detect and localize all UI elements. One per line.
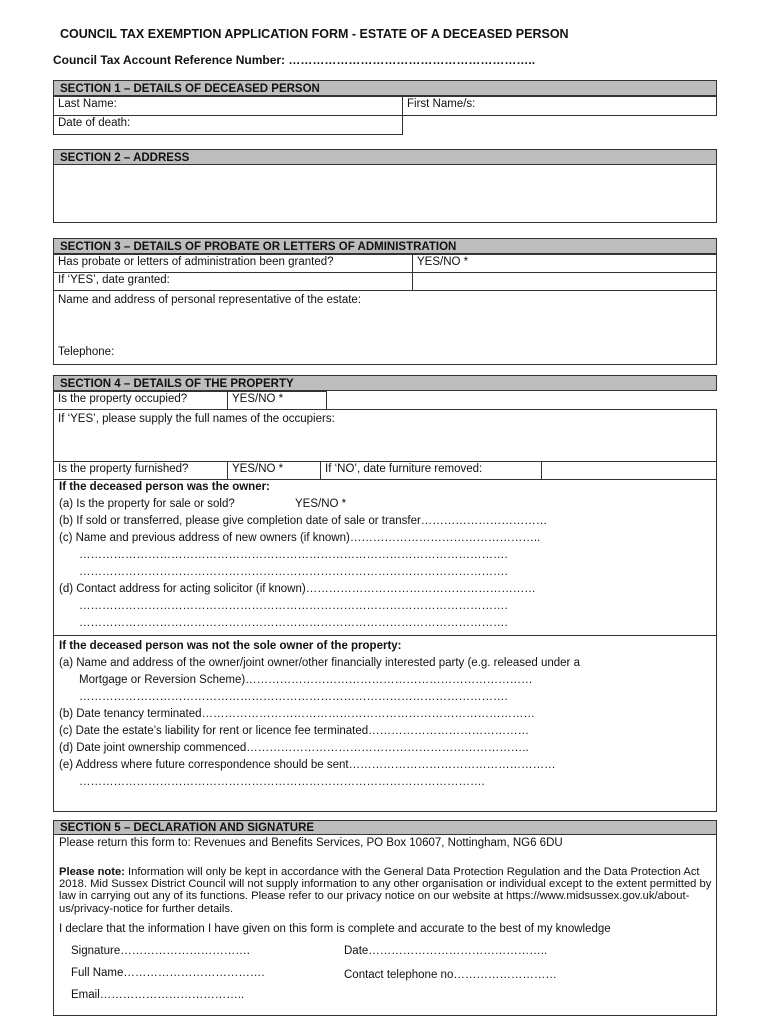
owner-c-line-2[interactable]: …………………………………………………………………………………………………. <box>79 566 508 578</box>
personal-representative-box[interactable] <box>53 290 717 365</box>
furniture-removed-label: If ‘NO’, date furniture removed: <box>320 461 542 480</box>
occupied-yes-no[interactable]: YES/NO * <box>227 391 327 410</box>
owner-c-line-1[interactable]: …………………………………………………………………………………………………. <box>79 549 508 561</box>
notowner-a-line-2[interactable]: Mortgage or Reversion Scheme)………………………………………………………………… <box>79 674 533 686</box>
return-address: Please return this form to: Revenues and Benefits Services, PO Box 10607, Nottingham, NG6 6DU <box>59 837 563 849</box>
notowner-c-field[interactable]: (c) Date the estate’s liability for rent or licence fee terminated…………………………………… <box>59 725 530 737</box>
occupiers-box[interactable] <box>53 409 717 462</box>
date-field[interactable]: Date……………………………………….. <box>344 945 548 957</box>
personal-representative-label: Name and address of personal representative of the estate: <box>58 294 362 306</box>
furnished-question: Is the property furnished? <box>53 461 228 480</box>
privacy-note-label: Please note: <box>59 866 125 878</box>
last-name-field[interactable]: Last Name: <box>53 96 403 116</box>
owner-b-field[interactable]: (b) If sold or transferred, please give completion date of sale or transfer…………………………… <box>59 515 548 527</box>
privacy-note <box>59 866 719 915</box>
notowner-a-line-3[interactable]: …………………………………………………………………………………………………. <box>79 691 508 703</box>
owner-a-question: (a) Is the property for sale or sold? <box>59 498 235 510</box>
date-of-death-field[interactable]: Date of death: <box>53 115 403 135</box>
section4-header: SECTION 4 – DETAILS OF THE PROPERTY <box>53 375 717 391</box>
owner-d-line-1[interactable]: …………………………………………………………………………………………………. <box>79 600 508 612</box>
probate-question: Has probate or letters of administration been granted? <box>53 254 413 273</box>
furniture-removed-date[interactable] <box>541 461 717 480</box>
date-granted-value[interactable] <box>412 272 717 291</box>
notowner-b-field[interactable]: (b) Date tenancy terminated…………………………………………………………………………… <box>59 708 536 720</box>
owner-heading: If the deceased person was the owner: <box>59 481 270 493</box>
email-field[interactable]: Email……………………………….. <box>71 989 245 1001</box>
notowner-e-line[interactable]: ……………………………………………………………………………………………. <box>79 776 485 788</box>
contact-telephone-field[interactable]: Contact telephone no……………………… <box>344 969 557 981</box>
owner-d-line-2[interactable]: …………………………………………………………………………………………………. <box>79 617 508 629</box>
owner-details-box <box>53 479 717 636</box>
form-title: COUNCIL TAX EXEMPTION APPLICATION FORM - ESTATE OF A DECEASED PERSON <box>60 27 569 41</box>
full-name-field[interactable]: Full Name………………………………. <box>71 967 265 979</box>
signature-field[interactable]: Signature……………………………. <box>71 945 250 957</box>
occupiers-label: If ‘YES’, please supply the full names of the occupiers: <box>58 413 335 425</box>
account-reference[interactable]: Council Tax Account Reference Number: …………………………………………………….. <box>53 53 536 67</box>
notowner-d-field[interactable]: (d) Date joint ownership commenced……………………………………………………………….. <box>59 742 529 754</box>
furnished-yes-no[interactable]: YES/NO * <box>227 461 321 480</box>
owner-a-yes-no[interactable]: YES/NO * <box>295 498 347 510</box>
telephone-label: Telephone: <box>58 346 115 358</box>
occupied-question: Is the property occupied? <box>53 391 228 410</box>
owner-d-field[interactable]: (d) Contact address for acting solicitor (if known)…………………………………………………… <box>59 583 536 595</box>
section5-header: SECTION 5 – DECLARATION AND SIGNATURE <box>53 820 717 835</box>
section3-header: SECTION 3 – DETAILS OF PROBATE OR LETTERS OF ADMINISTRATION <box>53 238 717 254</box>
section2-header: SECTION 2 – ADDRESS <box>53 149 717 165</box>
declaration-statement: I declare that the information I have given on this form is complete and accurate to the best of my knowledge <box>59 923 611 935</box>
privacy-note-text: Information will only be kept in accordance with the General Data Protection Regulation and the Data Protection Act 2018. Mid Sussex District Council will not supply information to any other organisation or individual except to the extent permitted by law in carrying out any of its functions. Please refer to our privacy notice on our website at https://www.midsussex.gov.uk/about-us/privacy-notice for further details. <box>59 866 712 915</box>
owner-c-field[interactable]: (c) Name and previous address of new owners (if known)………………………………………….. <box>59 532 541 544</box>
address-field[interactable] <box>53 164 717 223</box>
section1-header: SECTION 1 – DETAILS OF DECEASED PERSON <box>53 80 717 96</box>
notowner-a-field[interactable]: (a) Name and address of the owner/joint owner/other financially interested party (e.g. released under a <box>59 657 580 669</box>
probate-yes-no[interactable]: YES/NO * <box>412 254 717 273</box>
not-sole-owner-box <box>53 635 717 812</box>
first-name-field[interactable]: First Name/s: <box>402 96 717 116</box>
not-sole-owner-heading: If the deceased person was not the sole owner of the property: <box>59 640 402 652</box>
date-granted-field[interactable]: If ‘YES’, date granted: <box>53 272 413 291</box>
notowner-e-field[interactable]: (e) Address where future correspondence should be sent……………………………………………… <box>59 759 556 771</box>
